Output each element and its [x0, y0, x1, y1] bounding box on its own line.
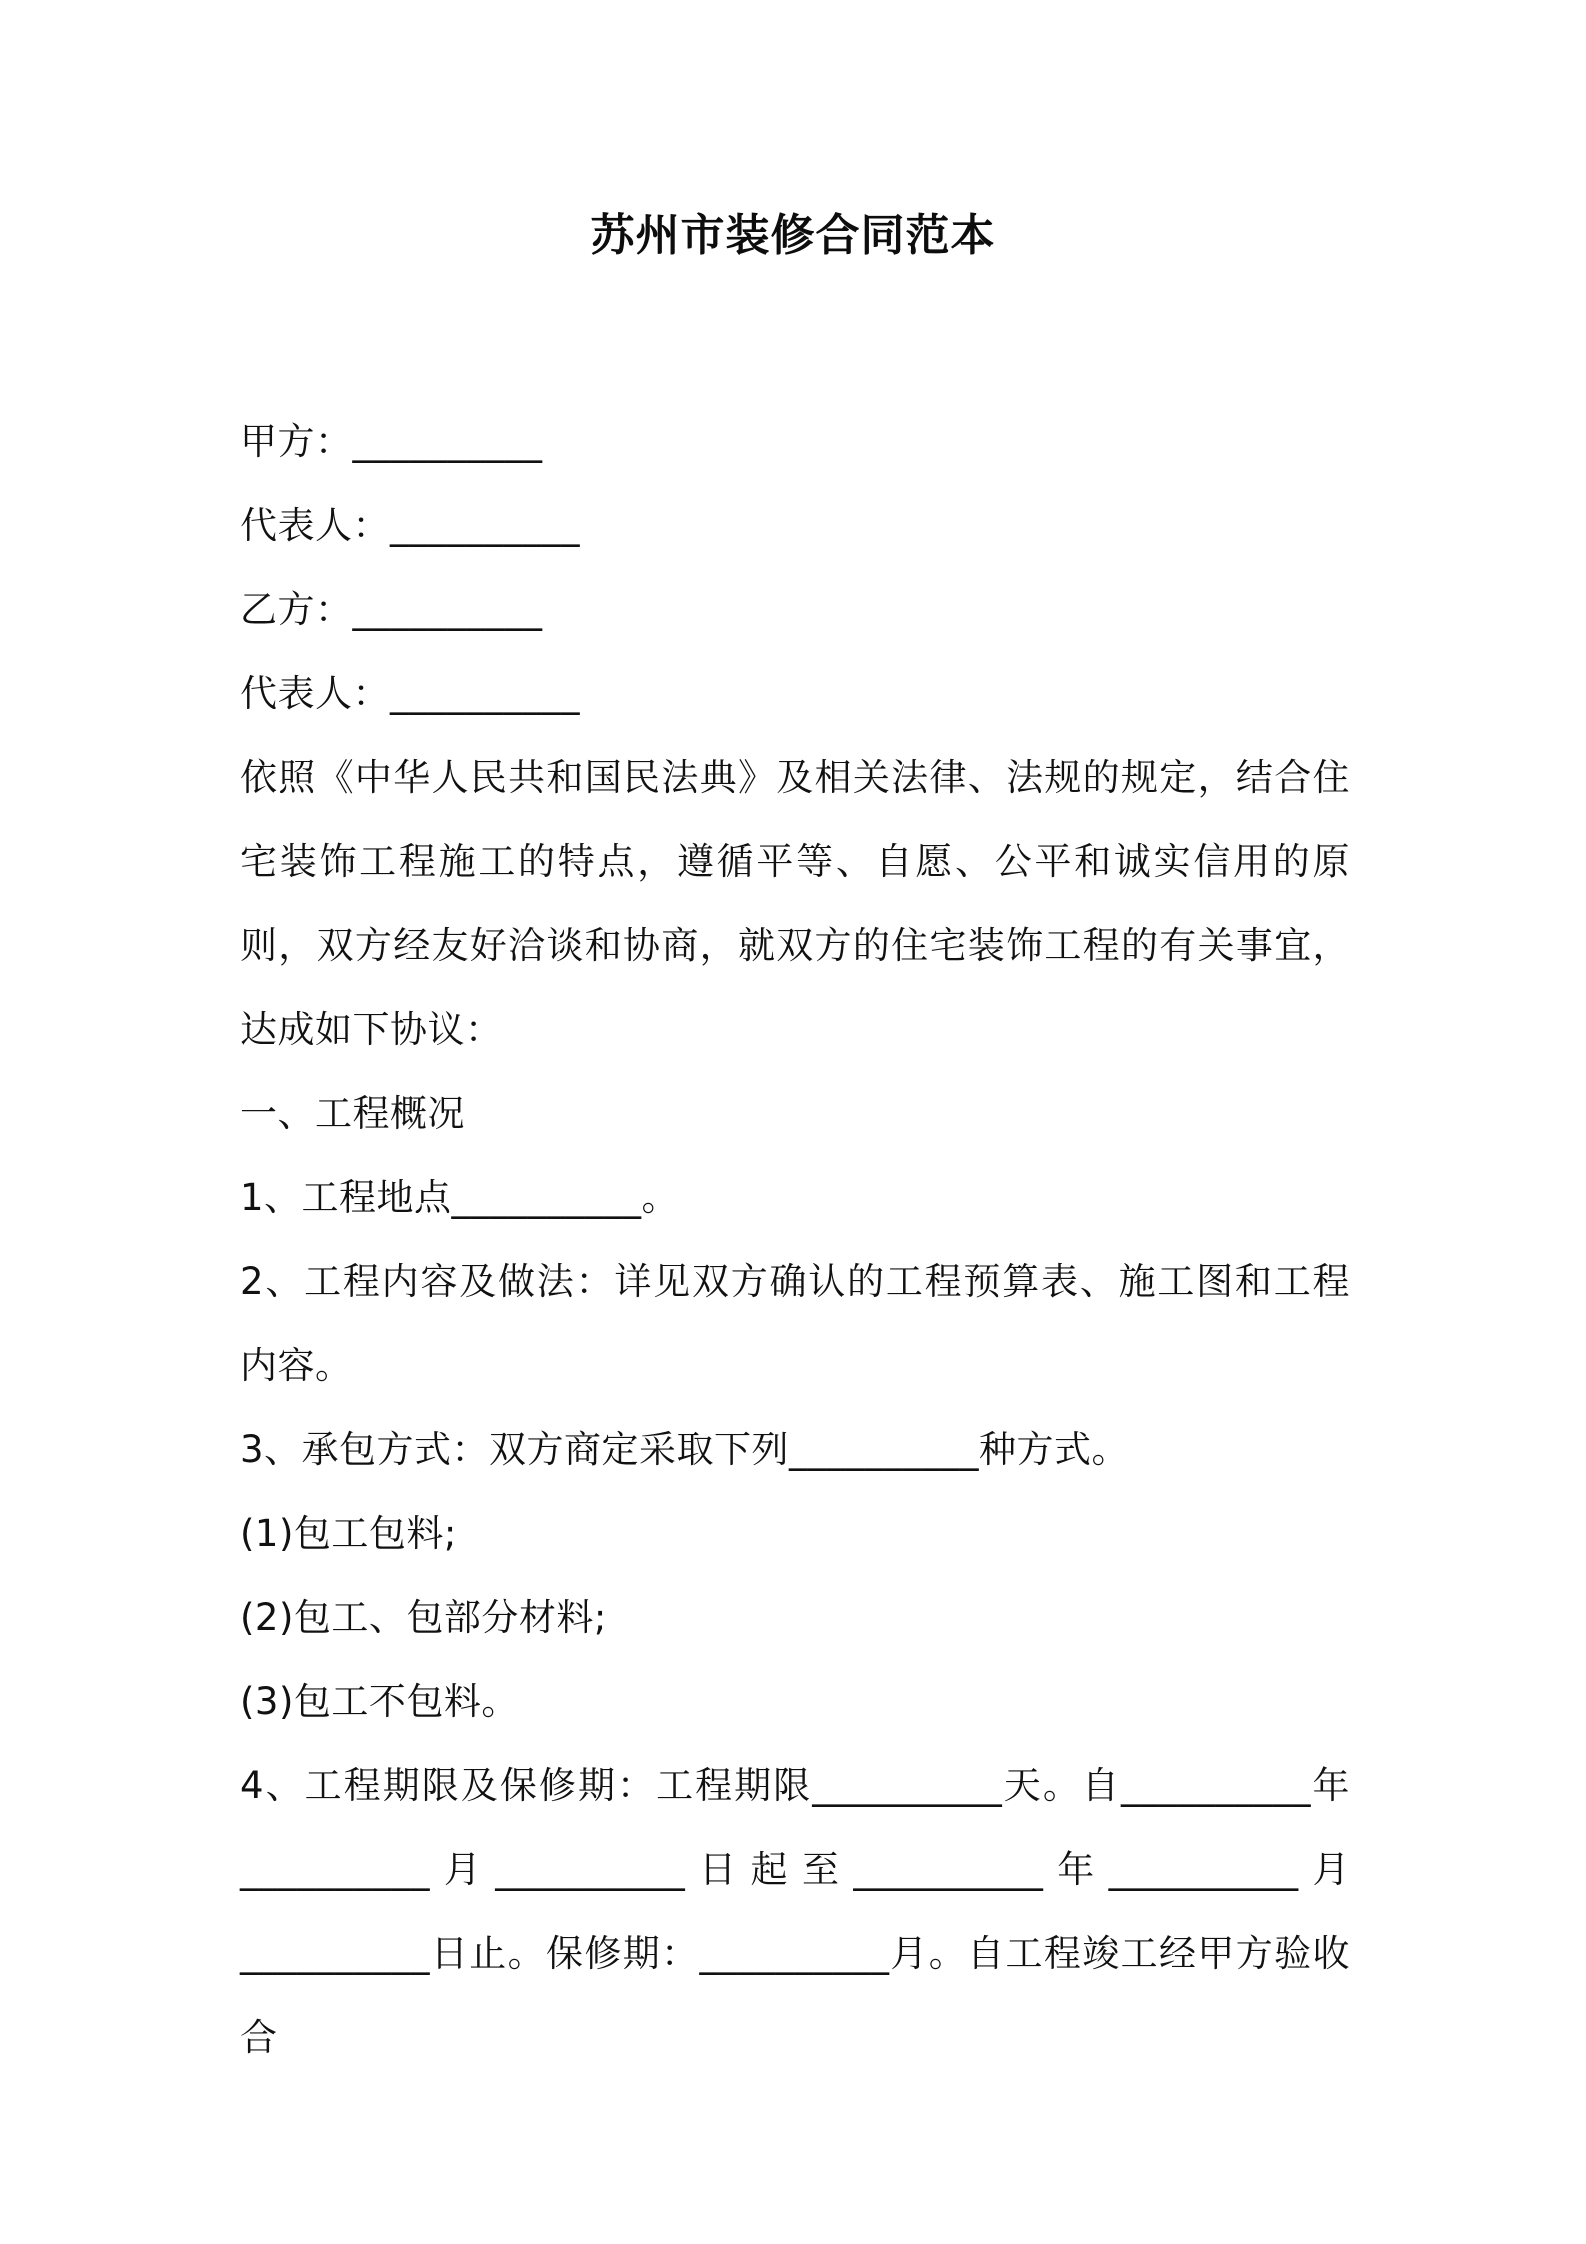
clause-4-duration-warranty: 4、工程期限及保修期：工程期限__________天。自__________年__________月__________日起至__________年__________月__________日止。保修期：__________月。自工程竣工经甲方验收合: [240, 1764, 1350, 2059]
contract-option-1: (1)包工包料;: [240, 1512, 457, 1555]
party-b-line: 乙方：__________: [240, 588, 543, 631]
document-body: [240, 400, 1350, 2080]
clause-1-project-location: 1、工程地点__________。: [240, 1176, 680, 1219]
contract-option-2: (2)包工、包部分材料;: [240, 1596, 607, 1639]
party-a-representative-line: 代表人：__________: [240, 504, 580, 547]
party-a-line: 甲方：__________: [240, 420, 543, 463]
clause-3-contract-method: 3、承包方式：双方商定采取下列__________种方式。: [240, 1428, 1130, 1471]
document-title: 苏州市装修合同范本: [590, 210, 996, 261]
clause-2-project-content: 2、工程内容及做法：详见双方确认的工程预算表、施工图和工程内容。: [240, 1260, 1350, 1387]
section-1-heading: 一、工程概况: [240, 1092, 465, 1135]
party-b-representative-line: 代表人：__________: [240, 672, 580, 715]
contract-option-3: (3)包工不包料。: [240, 1680, 519, 1723]
preamble-paragraph: 依照《中华人民共和国民法典》及相关法律、法规的规定，结合住宅装饰工程施工的特点，遵循平等、自愿、公平和诚实信用的原则，双方经友好洽谈和协商，就双方的住宅装饰工程的有关事宜，达成如下协议：: [240, 756, 1350, 1051]
